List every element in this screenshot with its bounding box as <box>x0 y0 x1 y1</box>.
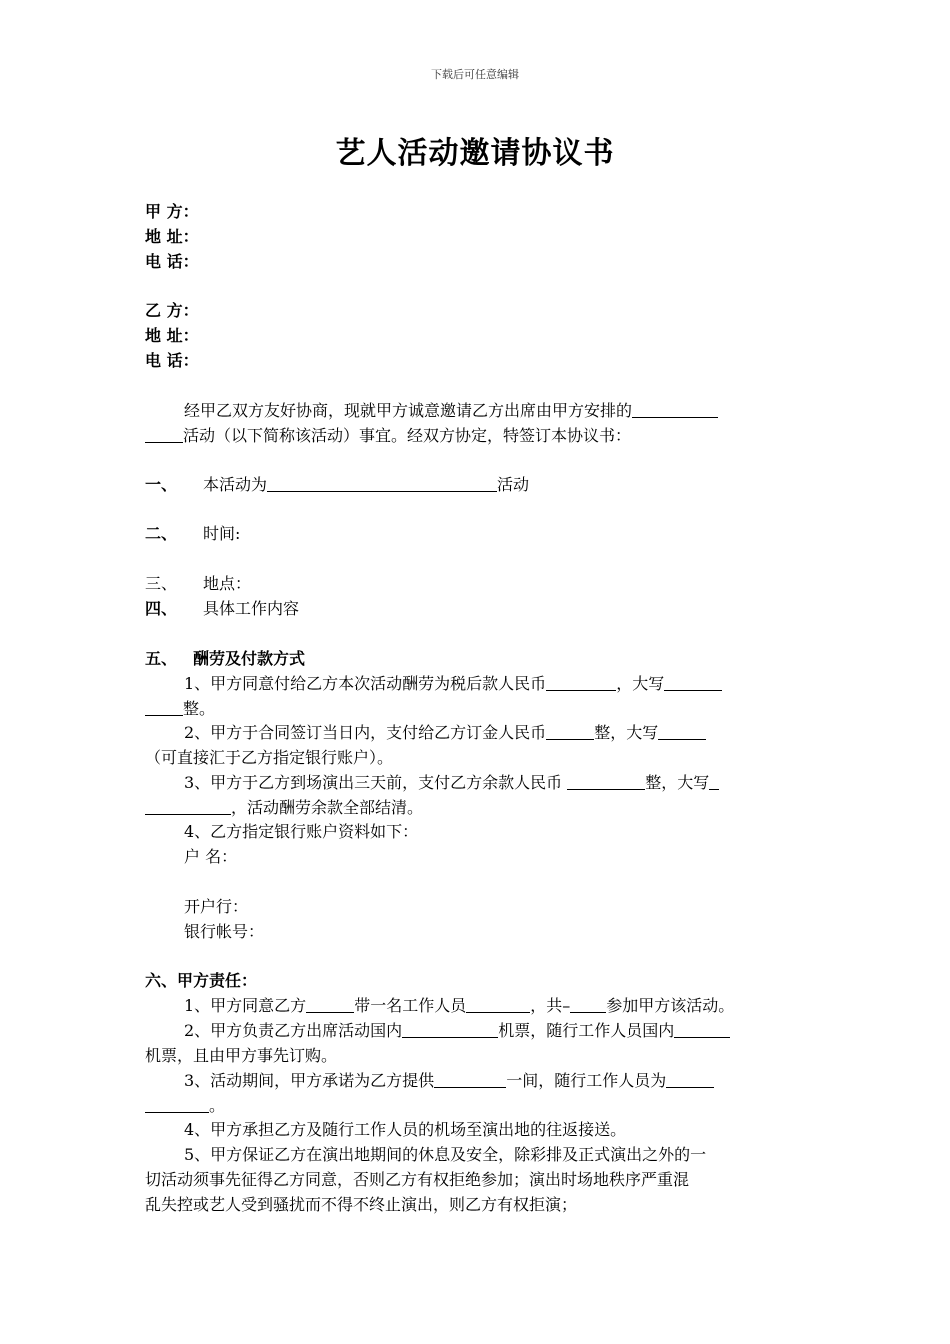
duty-1-text-d: 参加甲方该活动。 <box>606 996 735 1015</box>
section-2 <box>145 524 240 544</box>
party-b-label: 乙 方： <box>145 301 199 320</box>
party-a-duty-5-line-1: 5、甲方保证乙方在演出地期间的休息及安全，除彩排及正式演出之外的一 <box>184 1145 707 1164</box>
intro-text-2: 活动（以下简称该活动）事宜。经双方协定，特签订本协议书： <box>183 426 632 445</box>
activity-blank-cont <box>145 426 183 443</box>
payment-item-1-upper: ，大写 <box>616 674 665 693</box>
payment-item-1-text: 1、甲方同意付给乙方本次活动酬劳为税后款人民币 <box>184 674 547 693</box>
party-b-phone-label: 电 话： <box>145 351 199 370</box>
payment-item-3 <box>184 773 719 793</box>
duty-3-end: 。 <box>209 1096 226 1115</box>
payment-item-2-cont: （可直接汇于乙方指定银行账户）。 <box>145 748 394 767</box>
party-a-duty-5-line-3: 乱失控或艺人受到骚扰而不得不终止演出，则乙方有权拒演； <box>145 1195 578 1214</box>
deposit-amount-blank <box>546 723 594 740</box>
activity-name-blank <box>267 475 497 492</box>
deposit-upper-blank <box>658 723 706 740</box>
intro-line-2 <box>145 426 631 446</box>
section-1 <box>145 475 529 495</box>
party-a-address-label: 地 址： <box>145 227 199 246</box>
section-1-suffix: 活动 <box>497 475 530 494</box>
section-2-text: 时间: <box>203 524 241 543</box>
fee-upper-blank <box>664 674 722 691</box>
duty-1-blank-a <box>306 996 354 1013</box>
party-a-duty-4: 4、甲方承担乙方及随行工作人员的机场至演出地的往返接送。 <box>184 1120 627 1139</box>
duty-1-text-b: 带一名工作人员 <box>354 996 467 1015</box>
section-4-text: 具体工作内容 <box>203 599 300 618</box>
payment-item-2 <box>184 723 706 743</box>
duty-1-blank-c <box>570 996 606 1013</box>
balance-upper-blank-cont <box>145 798 231 815</box>
payment-item-3-text: 3、甲方于乙方到场演出三天前，支付乙方余款人民币 <box>184 773 568 792</box>
section-1-text: 本活动为 <box>203 475 268 494</box>
intro-line-1 <box>184 401 718 421</box>
duty-1-blank-b <box>466 996 530 1013</box>
section-6-heading: 六、甲方责任： <box>145 971 258 990</box>
duty-3-blank-b <box>666 1071 714 1088</box>
payment-item-2-text: 2、甲方于合同签订当日内，支付给乙方订金人民币 <box>184 723 547 742</box>
payment-item-3-end: ，活动酬劳余款全部结清。 <box>231 798 424 817</box>
balance-upper-blank <box>709 773 719 790</box>
party-a-duty-2 <box>184 1021 730 1041</box>
section-4 <box>145 599 299 619</box>
party-a-label: 甲 方： <box>145 202 199 221</box>
account-number-label: 银行帐号： <box>184 922 265 941</box>
duty-3-blank-b-cont <box>145 1096 209 1113</box>
duty-1-text-a: 1、甲方同意乙方 <box>184 996 307 1015</box>
duty-2-blank-b <box>674 1021 730 1038</box>
section-3 <box>145 574 251 594</box>
activity-blank <box>632 401 718 418</box>
payment-item-1 <box>184 674 722 694</box>
bank-label: 开户行： <box>184 897 249 916</box>
duty-2-blank-a <box>402 1021 498 1038</box>
section-3-number: 三、 <box>145 574 178 593</box>
party-a-duty-1 <box>184 996 734 1016</box>
section-3-text: 地点： <box>203 574 252 593</box>
duty-3-text-b: 一间，随行工作人员为 <box>506 1071 667 1090</box>
balance-amount-blank <box>567 773 645 790</box>
intro-text-1: 经甲乙双方友好协商，现就甲方诚意邀请乙方出席由甲方安排的 <box>184 401 633 420</box>
party-a-duty-3-cont <box>145 1096 225 1116</box>
party-a-duty-3 <box>184 1071 714 1091</box>
payment-item-1-end: 整。 <box>183 699 216 718</box>
party-a-duty-2-cont: 机票，且由甲方事先订购。 <box>145 1046 338 1065</box>
account-name-label: 户 名： <box>184 847 238 866</box>
section-5-heading <box>145 649 305 669</box>
duty-2-text-b: 机票，随行工作人员国内 <box>498 1021 675 1040</box>
payment-item-3-cont <box>145 798 423 818</box>
payment-item-4: 4、乙方指定银行账户资料如下： <box>184 822 419 841</box>
party-a-phone-label: 电 话： <box>145 252 199 271</box>
section-4-number: 四、 <box>145 599 178 618</box>
party-a-duty-5-line-2: 切活动须事先征得乙方同意，否则乙方有权拒绝参加；演出时场地秩序严重混 <box>145 1170 690 1189</box>
header-note: 下载后可任意编辑 <box>431 68 519 81</box>
duty-3-blank-a <box>434 1071 506 1088</box>
fee-upper-blank-cont <box>145 699 183 716</box>
section-1-number: 一、 <box>145 475 178 494</box>
payment-item-2-upper: 整，大写 <box>594 723 659 742</box>
section-5-title: 酬劳及付款方式 <box>193 649 306 668</box>
section-5-number: 五、 <box>145 649 178 668</box>
duty-3-text-a: 3、活动期间，甲方承诺为乙方提供 <box>184 1071 435 1090</box>
section-2-number: 二、 <box>145 524 178 543</box>
payment-item-1-cont <box>145 699 215 719</box>
duty-1-text-c: ，共– <box>530 996 571 1015</box>
document-title: 艺人活动邀请协议书 <box>335 136 615 171</box>
payment-item-3-upper: 整，大写 <box>645 773 710 792</box>
fee-amount-blank <box>546 674 616 691</box>
party-b-address-label: 地 址： <box>145 326 199 345</box>
duty-2-text-a: 2、甲方负责乙方出席活动国内 <box>184 1021 403 1040</box>
